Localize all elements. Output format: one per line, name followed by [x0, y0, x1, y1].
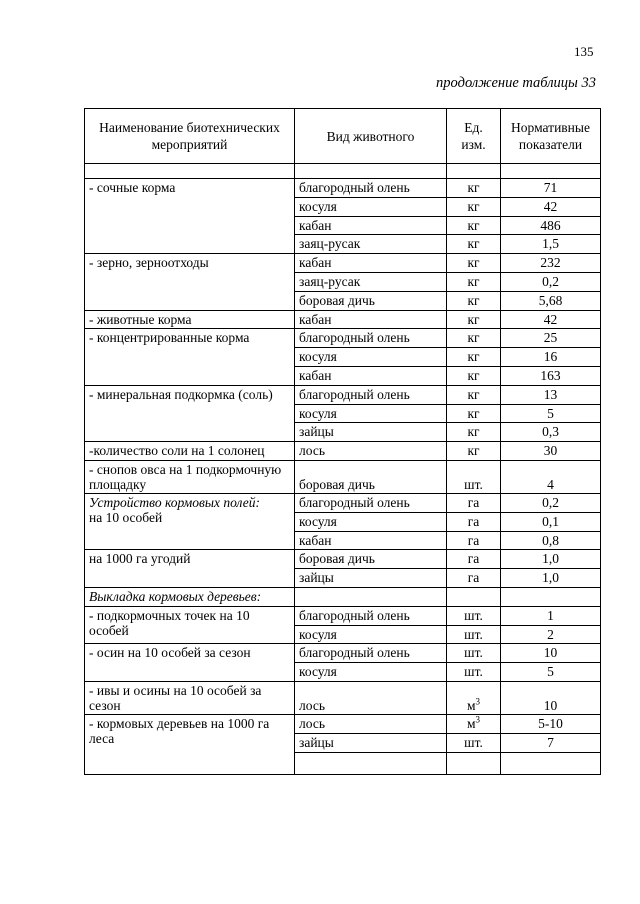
animal-cell: кабан [295, 366, 447, 385]
value-cell: 0,3 [501, 423, 601, 442]
animal-cell: заяц-русак [295, 235, 447, 254]
unit-cell: шт. [447, 663, 501, 682]
unit-cell: кг [447, 197, 501, 216]
animal-cell: благородный олень [295, 493, 447, 512]
unit-text: м [466, 697, 476, 713]
table-row [85, 460, 601, 493]
animal-cell: кабан [295, 254, 447, 273]
table-row [85, 329, 601, 348]
unit-cell: шт. [447, 460, 501, 493]
unit-cell: шт. [447, 644, 501, 663]
animal-cell: косуля [295, 512, 447, 531]
table-caption: продолжение таблицы 33 [436, 75, 596, 91]
spacer-row [85, 164, 601, 179]
animal-cell: благородный олень [295, 644, 447, 663]
value-cell: 0,2 [501, 272, 601, 291]
page-number: 135 [574, 44, 594, 59]
unit-cell: кг [447, 179, 501, 198]
animal-cell: кабан [295, 310, 447, 329]
norms-table [84, 108, 601, 775]
unit-cell [447, 587, 501, 606]
value-cell: 0,8 [501, 531, 601, 550]
table-row [85, 550, 601, 569]
animal-cell: косуля [295, 663, 447, 682]
header-unit: Ед. изм. [447, 109, 501, 164]
unit-cell: кг [447, 366, 501, 385]
unit-cell: га [447, 550, 501, 569]
unit-text: м [466, 715, 476, 731]
activity-cell: - снопов овса на 1 подкормочную площадку [85, 460, 295, 493]
table-row [85, 442, 601, 461]
unit-cell: шт. [447, 733, 501, 752]
animal-cell: заяц-русак [295, 272, 447, 291]
unit-cell: га [447, 531, 501, 550]
animal-cell: лось [295, 442, 447, 461]
activity-cell: - концентрированные корма [85, 329, 295, 385]
value-cell: 0,2 [501, 493, 601, 512]
activity-cell: на 1000 га угодий [85, 550, 295, 588]
value-cell: 10 [501, 681, 601, 714]
value-cell: 13 [501, 385, 601, 404]
animal-cell: благородный олень [295, 606, 447, 625]
header-animal: Вид животного [295, 109, 447, 164]
value-cell: 2 [501, 625, 601, 644]
value-cell: 1,0 [501, 550, 601, 569]
table-row [85, 385, 601, 404]
header-activity: Наименование биотехнических мероприятий [85, 109, 295, 164]
activity-cell: - подкормочных точек на 10 особей [85, 606, 295, 644]
value-cell [501, 587, 601, 606]
unit-cell: га [447, 512, 501, 531]
activity-cell: - сочные корма [85, 179, 295, 254]
header-norm: Нормативные показатели [501, 109, 601, 164]
unit-cell: кг [447, 235, 501, 254]
unit-cell: кг [447, 310, 501, 329]
unit-cell: кг [447, 329, 501, 348]
animal-cell: боровая дичь [295, 550, 447, 569]
animal-cell: косуля [295, 404, 447, 423]
table-row [85, 714, 601, 733]
animal-cell: боровая дичь [295, 460, 447, 493]
unit-cell: кг [447, 216, 501, 235]
unit-cell: кг [447, 272, 501, 291]
activity-cell [85, 493, 295, 549]
value-cell: 10 [501, 644, 601, 663]
table-row [85, 254, 601, 273]
table-row [85, 493, 601, 512]
value-cell: 163 [501, 366, 601, 385]
unit-cell: кг [447, 291, 501, 310]
table-row [85, 644, 601, 663]
value-cell: 42 [501, 197, 601, 216]
animal-cell [295, 587, 447, 606]
activity-cell: - минеральная подкормка (соль) [85, 385, 295, 441]
unit-cell: кг [447, 423, 501, 442]
section-heading: Выкладка кормовых деревьев: [85, 587, 295, 606]
animal-cell: лось [295, 681, 447, 714]
animal-cell: косуля [295, 197, 447, 216]
value-cell: 4 [501, 460, 601, 493]
unit-cell: кг [447, 348, 501, 367]
value-cell: 5 [501, 404, 601, 423]
unit-cell [447, 681, 501, 714]
animal-cell: зайцы [295, 569, 447, 588]
value-cell: 0,1 [501, 512, 601, 531]
value-cell: 71 [501, 179, 601, 198]
value-cell: 5-10 [501, 714, 601, 733]
unit-superscript: 3 [475, 714, 481, 725]
table-row [85, 606, 601, 625]
value-cell: 232 [501, 254, 601, 273]
activity-cell: - осин на 10 особей за сезон [85, 644, 295, 682]
value-cell: 1,0 [501, 569, 601, 588]
value-cell: 5 [501, 663, 601, 682]
value-cell: 486 [501, 216, 601, 235]
unit-cell [447, 752, 501, 774]
table-row [85, 587, 601, 606]
animal-cell: лось [295, 714, 447, 733]
value-cell: 7 [501, 733, 601, 752]
table-row [85, 179, 601, 198]
unit-cell: кг [447, 404, 501, 423]
animal-cell: кабан [295, 531, 447, 550]
value-cell: 42 [501, 310, 601, 329]
table-header-row [85, 109, 601, 164]
value-cell [501, 752, 601, 774]
unit-cell [447, 714, 501, 733]
animal-cell: благородный олень [295, 385, 447, 404]
table-row [85, 681, 601, 714]
animal-cell: боровая дичь [295, 291, 447, 310]
animal-cell: кабан [295, 216, 447, 235]
unit-cell: кг [447, 442, 501, 461]
activity-cell: - животные корма [85, 310, 295, 329]
value-cell: 5,68 [501, 291, 601, 310]
table-row [85, 310, 601, 329]
unit-cell: кг [447, 254, 501, 273]
animal-cell: зайцы [295, 733, 447, 752]
unit-cell: шт. [447, 606, 501, 625]
activity-text: на 10 особей [89, 509, 163, 525]
activity-cell: - зерно, зерноотходы [85, 254, 295, 310]
unit-cell: кг [447, 385, 501, 404]
value-cell: 16 [501, 348, 601, 367]
animal-cell: благородный олень [295, 179, 447, 198]
unit-superscript: 3 [475, 696, 481, 707]
animal-cell: косуля [295, 625, 447, 644]
unit-cell: га [447, 493, 501, 512]
unit-cell: га [447, 569, 501, 588]
animal-cell [295, 752, 447, 774]
animal-cell: косуля [295, 348, 447, 367]
value-cell: 30 [501, 442, 601, 461]
value-cell: 25 [501, 329, 601, 348]
activity-cell: - кормовых деревьев на 1000 га леса [85, 714, 295, 774]
activity-cell: -количество соли на 1 солонец [85, 442, 295, 461]
section-heading: Устройство кормовых полей: [89, 494, 260, 510]
value-cell: 1,5 [501, 235, 601, 254]
animal-cell: благородный олень [295, 329, 447, 348]
unit-cell: шт. [447, 625, 501, 644]
value-cell: 1 [501, 606, 601, 625]
activity-cell: - ивы и осины на 10 особей за сезон [85, 681, 295, 714]
animal-cell: зайцы [295, 423, 447, 442]
